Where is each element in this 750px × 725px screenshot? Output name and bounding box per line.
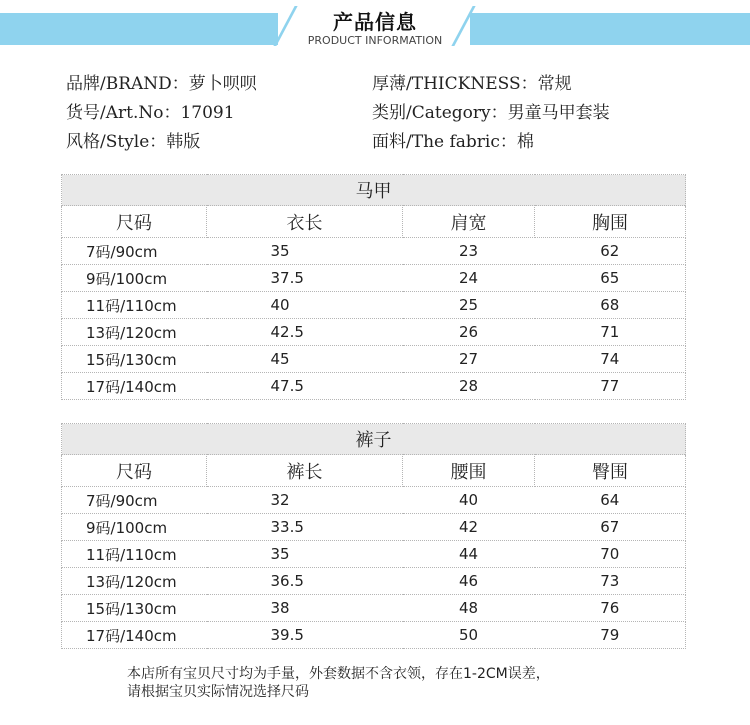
info-fabric: 面料/The fabric：棉	[372, 132, 534, 152]
table-header-row	[62, 206, 686, 238]
column-header-pants-length: 裤长	[207, 455, 403, 487]
size-cell: 17码/140cm	[62, 373, 207, 400]
shoulder-cell: 27	[403, 346, 535, 373]
size-cell: 17码/140cm	[62, 622, 207, 649]
section-header	[0, 0, 750, 50]
header-subtitle: PRODUCT INFORMATION	[307, 34, 443, 47]
pants-length-cell: 36.5	[207, 568, 403, 595]
length-cell: 47.5	[207, 373, 403, 400]
hip-cell: 73	[535, 568, 686, 595]
table-title-row	[62, 175, 686, 206]
note-line-2: 请根据宝贝实际情况选择尺码	[127, 684, 309, 700]
hip-cell: 79	[535, 622, 686, 649]
note-line-1: 本店所有宝贝尺寸均为手量，外套数据不含衣领，存在1-2CM误差，	[127, 666, 550, 682]
hip-cell: 76	[535, 595, 686, 622]
size-cell: 9码/100cm	[62, 514, 207, 541]
waist-cell: 50	[403, 622, 535, 649]
waist-cell: 48	[403, 595, 535, 622]
shoulder-cell: 26	[403, 319, 535, 346]
size-cell: 15码/130cm	[62, 346, 207, 373]
pants-length-cell: 35	[207, 541, 403, 568]
info-art-no: 货号/Art.No：17091	[66, 103, 235, 123]
table-row	[62, 292, 686, 319]
info-row	[66, 69, 706, 98]
hip-cell: 70	[535, 541, 686, 568]
size-cell: 11码/110cm	[62, 541, 207, 568]
product-info	[66, 69, 706, 156]
waist-cell: 40	[403, 487, 535, 514]
table-row	[62, 373, 686, 400]
table-row	[62, 487, 686, 514]
length-cell: 45	[207, 346, 403, 373]
info-row	[66, 98, 706, 127]
pants-table-title: 裤子	[62, 424, 686, 455]
table-row	[62, 541, 686, 568]
hip-cell: 67	[535, 514, 686, 541]
column-header-chest: 胸围	[535, 206, 686, 238]
waist-cell: 42	[403, 514, 535, 541]
chest-cell: 74	[535, 346, 686, 373]
vest-table-title: 马甲	[62, 175, 686, 206]
pants-length-cell: 39.5	[207, 622, 403, 649]
vest-size-table	[61, 174, 686, 400]
pants-length-cell: 38	[207, 595, 403, 622]
table-row	[62, 595, 686, 622]
table-row	[62, 238, 686, 265]
table-row	[62, 514, 686, 541]
column-header-waist: 腰围	[403, 455, 535, 487]
table-row	[62, 568, 686, 595]
pants-length-cell: 32	[207, 487, 403, 514]
column-header-size: 尺码	[62, 206, 207, 238]
size-cell: 7码/90cm	[62, 238, 207, 265]
length-cell: 37.5	[207, 265, 403, 292]
shoulder-cell: 23	[403, 238, 535, 265]
length-cell: 42.5	[207, 319, 403, 346]
info-brand: 品牌/BRAND：萝卜呗呗	[66, 74, 257, 94]
table-title-row	[62, 424, 686, 455]
column-header-shoulder: 肩宽	[403, 206, 535, 238]
shoulder-cell: 28	[403, 373, 535, 400]
size-cell: 7码/90cm	[62, 487, 207, 514]
chest-cell: 65	[535, 265, 686, 292]
shoulder-cell: 25	[403, 292, 535, 319]
info-row	[66, 127, 706, 156]
hip-cell: 64	[535, 487, 686, 514]
info-style: 风格/Style：韩版	[66, 132, 201, 152]
table-row	[62, 265, 686, 292]
size-cell: 15码/130cm	[62, 595, 207, 622]
table-row	[62, 346, 686, 373]
length-cell: 35	[207, 238, 403, 265]
size-cell: 13码/120cm	[62, 319, 207, 346]
column-header-size: 尺码	[62, 455, 207, 487]
size-cell: 11码/110cm	[62, 292, 207, 319]
shoulder-cell: 24	[403, 265, 535, 292]
table-row	[62, 319, 686, 346]
table-row	[62, 622, 686, 649]
size-cell: 9码/100cm	[62, 265, 207, 292]
table-header-row	[62, 455, 686, 487]
column-header-length: 衣长	[207, 206, 403, 238]
chest-cell: 62	[535, 238, 686, 265]
pants-length-cell: 33.5	[207, 514, 403, 541]
measurement-note	[127, 665, 550, 701]
chest-cell: 71	[535, 319, 686, 346]
waist-cell: 46	[403, 568, 535, 595]
chest-cell: 77	[535, 373, 686, 400]
waist-cell: 44	[403, 541, 535, 568]
size-cell: 13码/120cm	[62, 568, 207, 595]
info-category: 类别/Category：男童马甲套装	[372, 103, 610, 123]
header-title: 产品信息	[333, 10, 417, 34]
info-thickness: 厚薄/THICKNESS：常规	[372, 74, 572, 94]
chest-cell: 68	[535, 292, 686, 319]
length-cell: 40	[207, 292, 403, 319]
column-header-hip: 臀围	[535, 455, 686, 487]
pants-size-table	[61, 423, 686, 649]
